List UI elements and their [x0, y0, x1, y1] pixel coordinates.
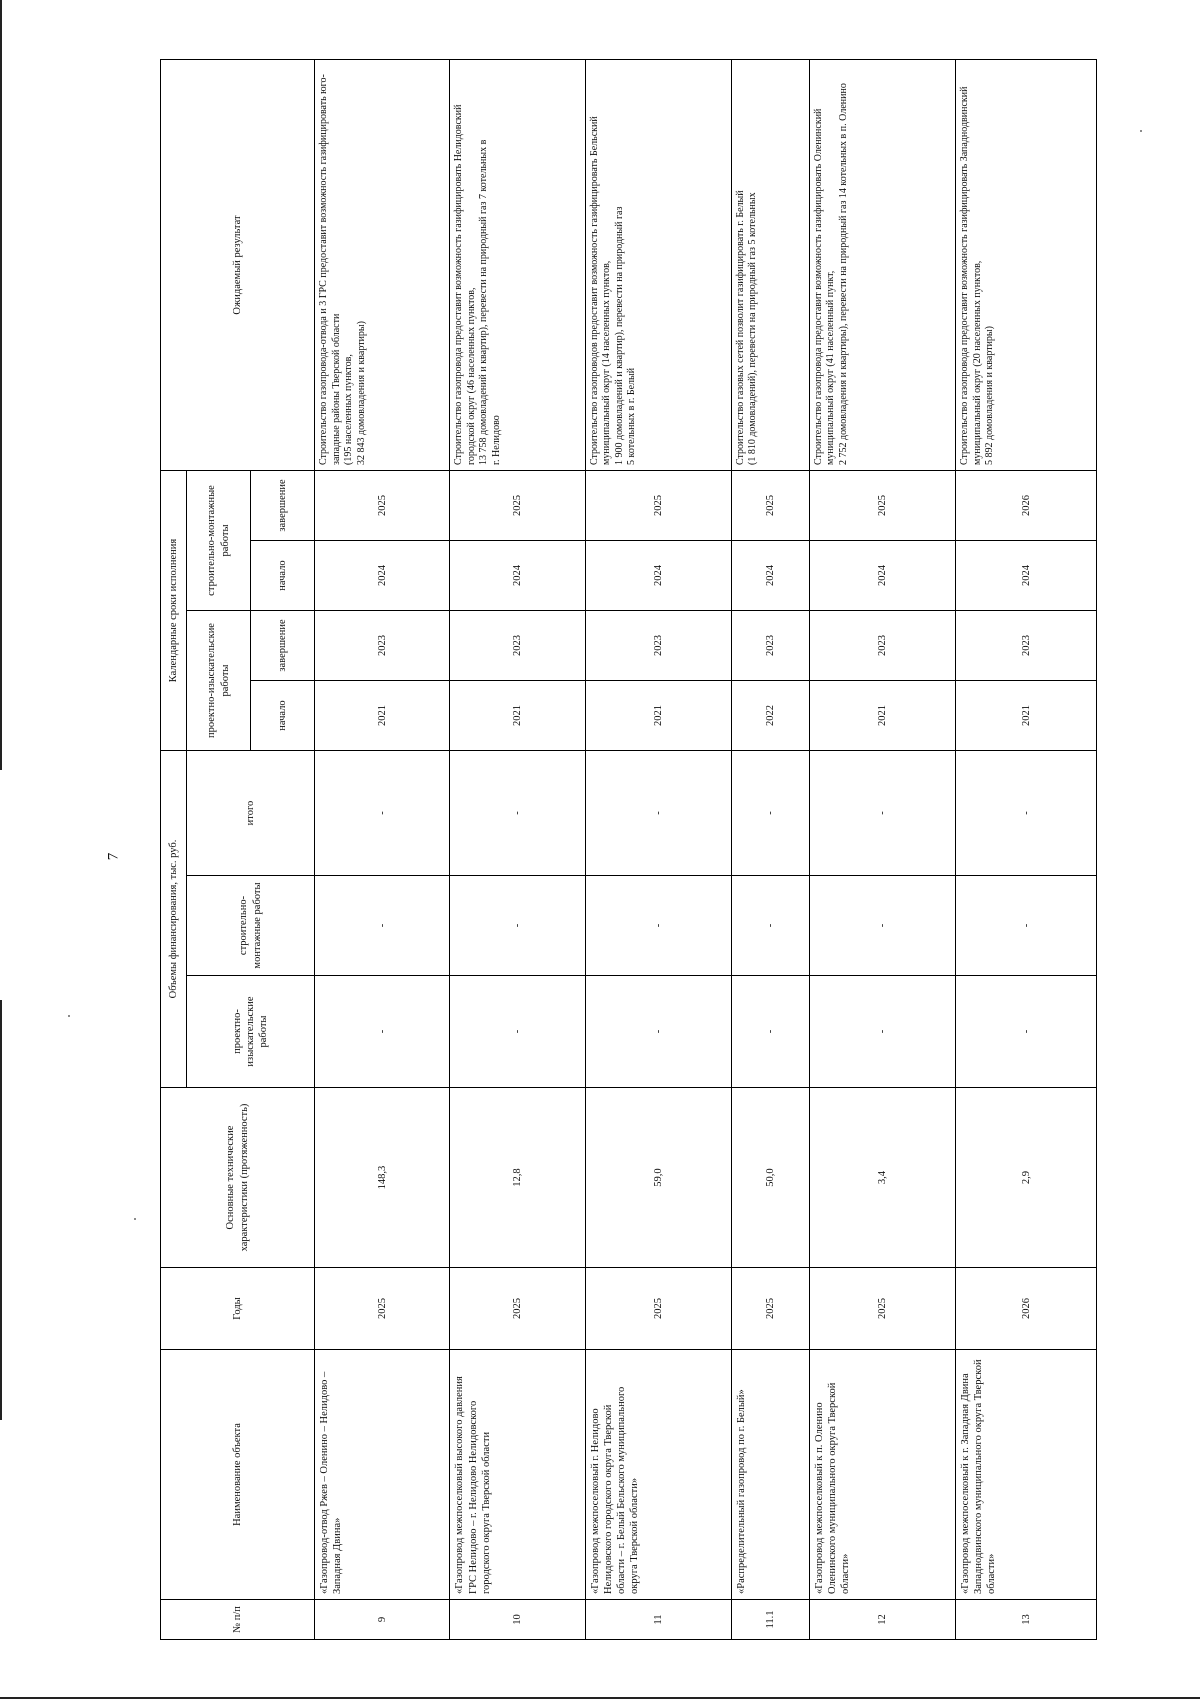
cell-years: 2025: [585, 1268, 731, 1350]
cell-fin-design: -: [315, 976, 450, 1088]
cell-length: 148,3: [315, 1088, 450, 1268]
header-fin-total: итого: [187, 751, 315, 876]
cell-construction-start: 2024: [450, 541, 585, 611]
header-cal-construction: строительно-монтажные работы: [187, 470, 251, 610]
header-years: Годы: [161, 1268, 315, 1350]
cell-fin-total: -: [450, 751, 585, 876]
table-row: [585, 59, 731, 1639]
cell-result: Строительство газопровода предоставит возможность газифицировать Западнодвинский муниципальный округ (20 населенных пунктов, 5 892 домовладения и квартиры): [956, 59, 1097, 470]
cell-fin-design: -: [731, 976, 809, 1088]
cell-construction-end: 2026: [956, 470, 1097, 540]
cell-num: 11: [585, 1600, 731, 1640]
cell-fin-construction: -: [731, 876, 809, 976]
header-num: № п/п: [161, 1600, 315, 1640]
header-result: Ожидаемый результат: [161, 59, 315, 470]
cell-design-end: 2023: [956, 611, 1097, 681]
scan-edge-left-top: [0, 0, 2, 770]
cell-years: 2025: [809, 1268, 955, 1350]
cell-num: 11.1: [731, 1600, 809, 1640]
cell-construction-start: 2024: [585, 541, 731, 611]
cell-name: «Газопровод межпоселковый к п. Оленино Оленинского муниципального округа Тверской области»: [809, 1350, 955, 1600]
gas-pipeline-table: [160, 59, 1097, 1640]
cell-fin-total: -: [956, 751, 1097, 876]
cell-design-end: 2023: [315, 611, 450, 681]
cell-design-start: 2021: [956, 681, 1097, 751]
cell-fin-design: -: [585, 976, 731, 1088]
cell-name: «Газопровод межпоселковый к г. Западная Двина Западнодвинского муниципального округа Тверской области»: [956, 1350, 1097, 1600]
header-design-start: начало: [251, 681, 315, 751]
cell-fin-design: -: [450, 976, 585, 1088]
cell-name: «Газопровод-отвод Ржев – Оленино – Нелидово – Западная Двина»: [315, 1350, 450, 1600]
cell-construction-end: 2025: [731, 470, 809, 540]
cell-design-start: 2021: [585, 681, 731, 751]
cell-length: 59,0: [585, 1088, 731, 1268]
cell-num: 12: [809, 1600, 955, 1640]
cell-fin-total: -: [315, 751, 450, 876]
cell-construction-end: 2025: [450, 470, 585, 540]
cell-length: 3,4: [809, 1088, 955, 1268]
cell-design-start: 2021: [450, 681, 585, 751]
cell-result: Строительство газопровода-отвода и 3 ГРС предоставит возможность газифицировать юго-западные районы Тверской области (195 населенных пунктов, 32 843 домовладения и квартиры): [315, 59, 450, 470]
page-number: 7: [105, 852, 122, 861]
cell-result: Строительство газовых сетей позволит газифицировать г. Белый (1 810 домовладений), перевести на природный газ 5 котельных: [731, 59, 809, 470]
cell-fin-construction: -: [450, 876, 585, 976]
cell-name: «Газопровод межпоселковый г. Нелидово Нелидовского городского округа Тверской области – г. Белый Бельского муниципального округа Тверской области»: [585, 1350, 731, 1600]
cell-num: 13: [956, 1600, 1097, 1640]
cell-name: «Распределительный газопровод по г. Белый»: [731, 1350, 809, 1600]
cell-design-end: 2023: [585, 611, 731, 681]
cell-fin-construction: -: [809, 876, 955, 976]
cell-result: Строительство газопроводов предоставит возможность газифицировать Бельский муниципальный округ (14 населенных пунктов, 1 900 домовладений и квартир), перевести на природный газ 5 котельных в г. Белый: [585, 59, 731, 470]
cell-result: Строительство газопровода предоставит возможность газифицировать Оленинский муниципальный округ (41 населенный пункт, 2 752 домовладения и квартиры), перевести на природный газ 14 котельных в п. Оленино: [809, 59, 955, 470]
cell-construction-start: 2024: [956, 541, 1097, 611]
header-name: Наименование объекта: [161, 1350, 315, 1600]
header-finance: Объемы финансирования, тыс. руб.: [161, 751, 187, 1088]
cell-fin-total: -: [585, 751, 731, 876]
scan-edge-bottom: [0, 1697, 1200, 1699]
header-tech: Основные технические характеристики (протяженность): [161, 1088, 315, 1268]
cell-fin-construction: -: [585, 876, 731, 976]
cell-design-end: 2023: [450, 611, 585, 681]
cell-design-start: 2021: [315, 681, 450, 751]
table-row: [450, 59, 585, 1639]
cell-length: 50,0: [731, 1088, 809, 1268]
cell-fin-design: -: [809, 976, 955, 1088]
cell-construction-end: 2025: [315, 470, 450, 540]
cell-design-end: 2023: [809, 611, 955, 681]
cell-fin-design: -: [956, 976, 1097, 1088]
cell-construction-start: 2024: [731, 541, 809, 611]
cell-construction-start: 2024: [809, 541, 955, 611]
table-row: [731, 59, 809, 1639]
table-row: [809, 59, 955, 1639]
header-calendar: Календарные сроки исполнения: [161, 470, 187, 750]
cell-design-end: 2023: [731, 611, 809, 681]
cell-design-start: 2021: [809, 681, 955, 751]
cell-fin-total: -: [809, 751, 955, 876]
cell-length: 12,8: [450, 1088, 585, 1268]
header-construction-start: начало: [251, 541, 315, 611]
cell-years: 2025: [450, 1268, 585, 1350]
scan-speck: [1140, 130, 1142, 132]
cell-num: 10: [450, 1600, 585, 1640]
cell-name: «Газопровод межпоселковый высокого давления ГРС Нелидово – г. Нелидово Нелидовского городского округа Тверской области: [450, 1350, 585, 1600]
header-design-end: завершение: [251, 611, 315, 681]
table-row: [315, 59, 450, 1639]
header-construction-end: завершение: [251, 470, 315, 540]
header-fin-construction: строительно-монтажные работы: [187, 876, 315, 976]
scan-speck: [68, 1015, 70, 1017]
cell-construction-end: 2025: [585, 470, 731, 540]
header-fin-design: проектно-изыскательские работы: [187, 976, 315, 1088]
cell-years: 2025: [315, 1268, 450, 1350]
cell-fin-total: -: [731, 751, 809, 876]
cell-years: 2025: [731, 1268, 809, 1350]
scan-edge-left-bottom: [0, 1000, 2, 1420]
header-cal-design: проектно-изыскательские работы: [187, 611, 251, 751]
cell-construction-start: 2024: [315, 541, 450, 611]
cell-length: 2,9: [956, 1088, 1097, 1268]
cell-fin-construction: -: [315, 876, 450, 976]
cell-result: Строительство газопровода предоставит возможность газифицировать Нелидовский городской округ (46 населенных пунктов, 13 758 домовладений и квартир), перевести на природный газ 7 котельных в г. Нелидово: [450, 59, 585, 470]
cell-num: 9: [315, 1600, 450, 1640]
cell-design-start: 2022: [731, 681, 809, 751]
scan-speck: [134, 1218, 136, 1220]
cell-construction-end: 2025: [809, 470, 955, 540]
rotated-table-container: [160, 60, 1097, 1640]
table-row: [956, 59, 1097, 1639]
cell-years: 2026: [956, 1268, 1097, 1350]
cell-fin-construction: -: [956, 876, 1097, 976]
